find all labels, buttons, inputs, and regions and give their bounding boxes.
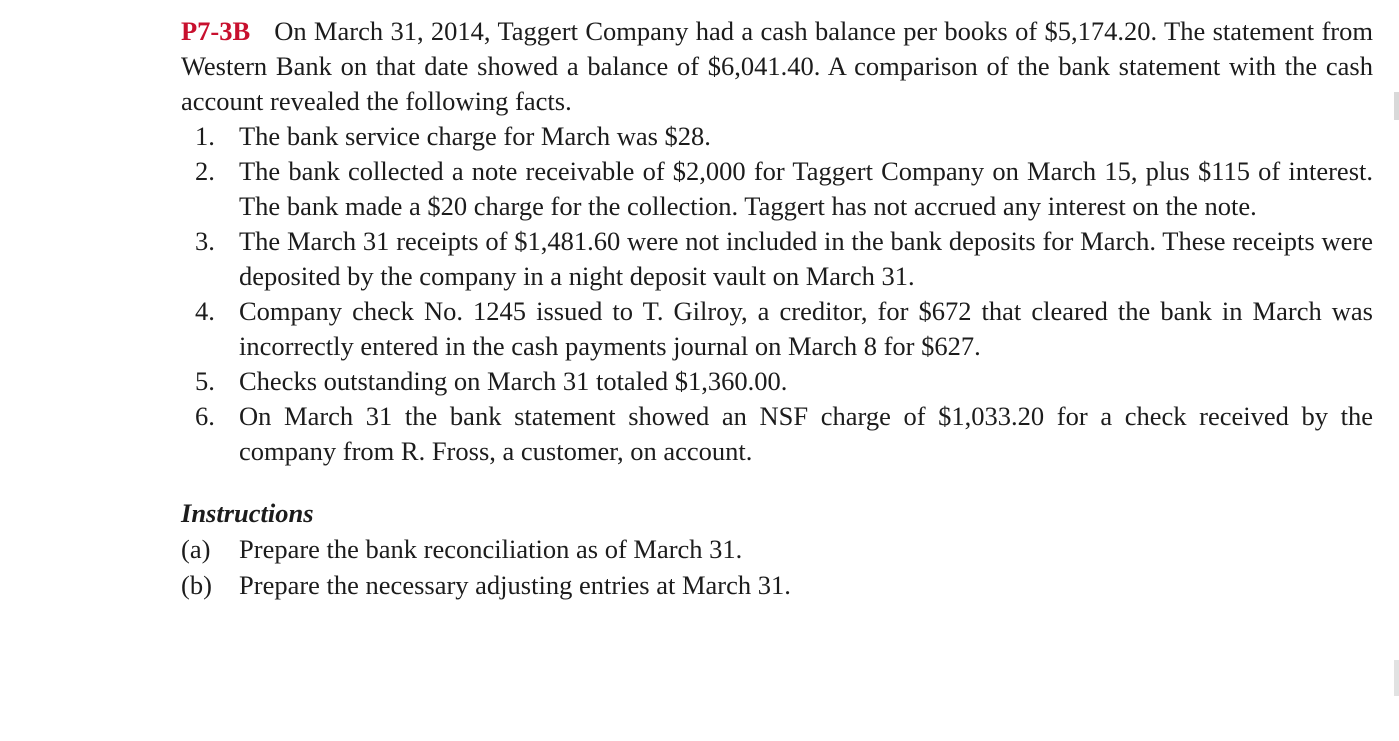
instructions-heading: Instructions xyxy=(181,498,314,528)
instruction-text: Prepare the bank reconciliation as of March 31. xyxy=(239,534,743,564)
list-item-text: The bank collected a note receivable of $2,000 for Taggert Company on March 15, plus $115 of interest. The bank made a $20 charge for the collection. Taggert has not accrued any interest on the note. xyxy=(239,156,1373,221)
list-item xyxy=(181,294,1373,364)
list-item-number: 4. xyxy=(195,296,215,326)
list-item-text: Company check No. 1245 issued to T. Gilroy, a creditor, for $672 that cleared the bank in March was incorrectly entered in the cash payments journal on March 8 for $627. xyxy=(239,296,1373,361)
problem-intro-text: On March 31, 2014, Taggert Company had a cash balance per books of $5,174.20. The statement from Western Bank on that date showed a balance of $6,041.40. A comparison of the bank statement with the cash account revealed the following facts. xyxy=(181,16,1373,116)
list-item-number: 3. xyxy=(195,226,215,256)
list-item-number: 5. xyxy=(195,366,215,396)
list-item-number: 1. xyxy=(195,121,215,151)
list-item xyxy=(181,154,1373,224)
instructions-list xyxy=(181,532,1373,603)
problem-id: P7-3B xyxy=(181,16,251,46)
instruction-item xyxy=(181,568,1373,603)
list-item-number: 2. xyxy=(195,156,215,186)
instruction-item xyxy=(181,532,1373,567)
problem-page xyxy=(181,14,1373,603)
list-item-text: The bank service charge for March was $28. xyxy=(239,121,711,151)
instruction-label: (a) xyxy=(181,534,211,564)
list-item xyxy=(181,364,1373,399)
list-item-text: Checks outstanding on March 31 totaled $1,360.00. xyxy=(239,366,788,396)
page-edge-shadow xyxy=(1394,660,1399,696)
list-item xyxy=(181,119,1373,154)
instruction-label: (b) xyxy=(181,570,212,600)
facts-list xyxy=(181,119,1373,469)
list-item xyxy=(181,399,1373,469)
list-item-number: 6. xyxy=(195,401,215,431)
problem-intro-paragraph xyxy=(181,14,1373,119)
page-edge-shadow xyxy=(1394,92,1399,120)
list-item xyxy=(181,224,1373,294)
list-item-text: The March 31 receipts of $1,481.60 were not included in the bank deposits for March. These receipts were deposited by the company in a night deposit vault on March 31. xyxy=(239,226,1373,291)
list-item-text: On March 31 the bank statement showed an NSF charge of $1,033.20 for a check received by the company from R. Fross, a customer, on account. xyxy=(239,401,1373,466)
instruction-text: Prepare the necessary adjusting entries at March 31. xyxy=(239,570,791,600)
